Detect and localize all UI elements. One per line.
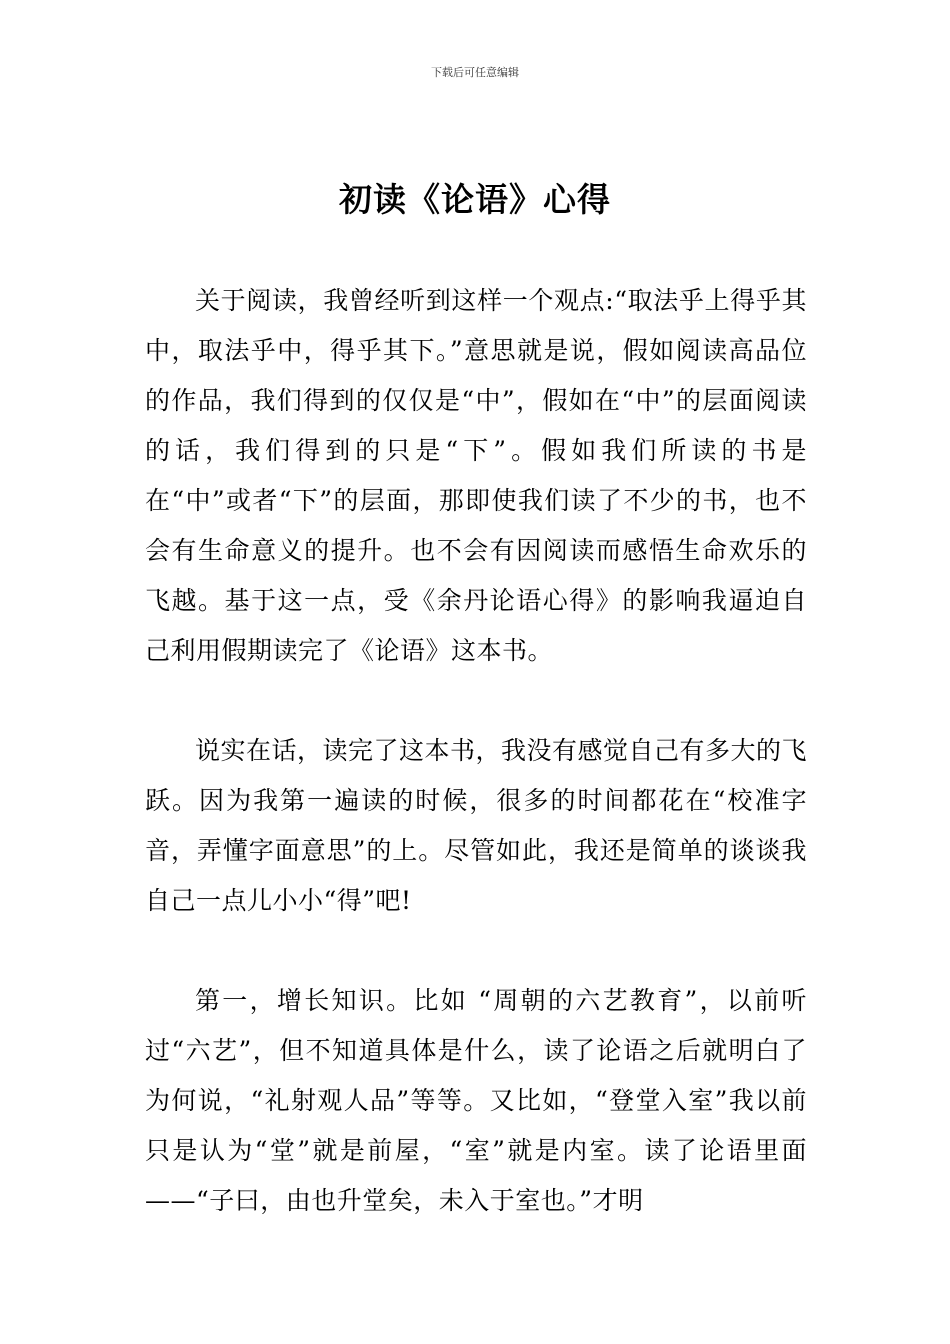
- paragraph-spacer: [145, 676, 807, 726]
- paragraph-3: 第一，增长知识。比如 “周朝的六艺教育”，以前听过“六艺”，但不知道具体是什么，读了论语之后就明白了为何说，“礼射观人品”等等。又比如，“登堂入室”我以前只是认为“堂”就是前屋，“室”就是内室。读了论语里面——“子曰，由也升堂矣，未入于室也。”才明: [145, 986, 807, 1215]
- header-note: 下载后可任意编辑: [431, 66, 519, 79]
- paragraph-spacer: [145, 926, 807, 976]
- paragraph-2: 说实在话，读完了这本书，我没有感觉自己有多大的飞跃。因为我第一遍读的时候，很多的时间都花在“校准字音，弄懂字面意思”的上。尽管如此，我还是简单的谈谈我自己一点儿小小“得”吧!: [145, 736, 808, 915]
- paragraph-1: 关于阅读，我曾经听到这样一个观点:“取法乎上得乎其中，取法乎中，得乎其下。”意思就是说，假如阅读高品位的作品，我们得到的仅仅是“中”，假如在“中”的层面阅读的话，我们得到的只是“下”。假如我们所读的书是在“中”或者“下”的层面，那即使我们读了不少的书，也不会有生命意义的提升。也不会有因阅读而感悟生命欢乐的飞越。基于这一点，受《余丹论语心得》的影响我逼迫自己利用假期读完了《论语》这本书。: [145, 286, 807, 665]
- document-body: [145, 276, 807, 1226]
- document-title: 初读《论语》心得: [339, 180, 611, 219]
